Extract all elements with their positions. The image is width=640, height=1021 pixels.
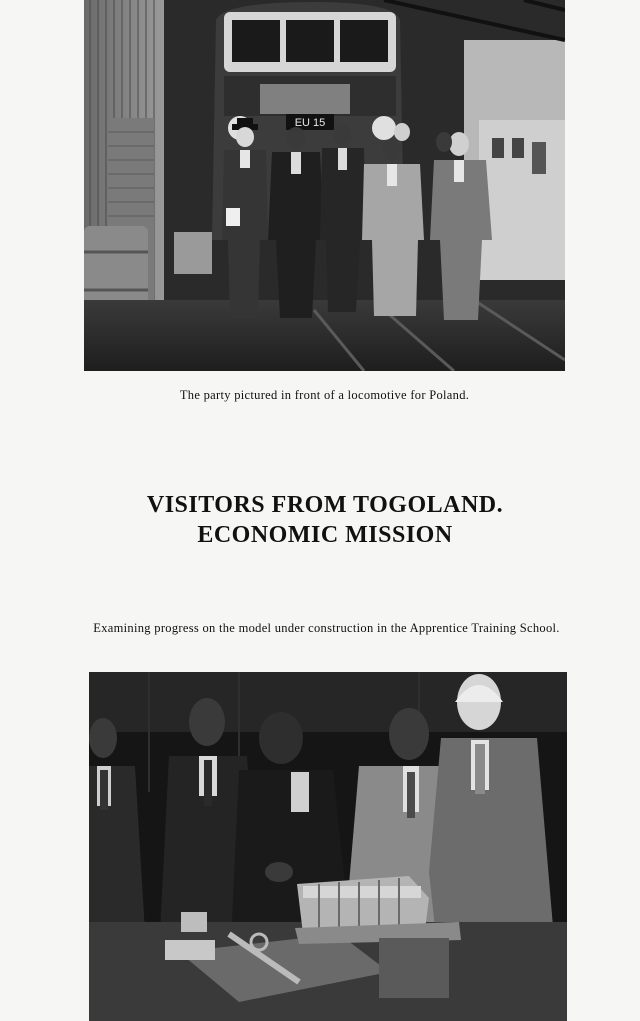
locomotive-group-illustration [84, 0, 565, 371]
model-inspection-photo [89, 672, 567, 1021]
locomotive-group-photo [84, 0, 565, 371]
heading-line-2: ECONOMIC MISSION [197, 522, 453, 548]
page-heading [60, 490, 590, 550]
model-inspection-illustration [89, 672, 567, 1021]
heading-line-1: VISITORS FROM TOGOLAND. [146, 492, 504, 518]
bottom-photo-caption: Examining progress on the model under construction in the Apprentice Training School. [93, 621, 560, 635]
locomotive-plate: EU 15 [294, 117, 326, 129]
top-photo-caption: The party pictured in front of a locomotive for Poland. [179, 388, 470, 402]
